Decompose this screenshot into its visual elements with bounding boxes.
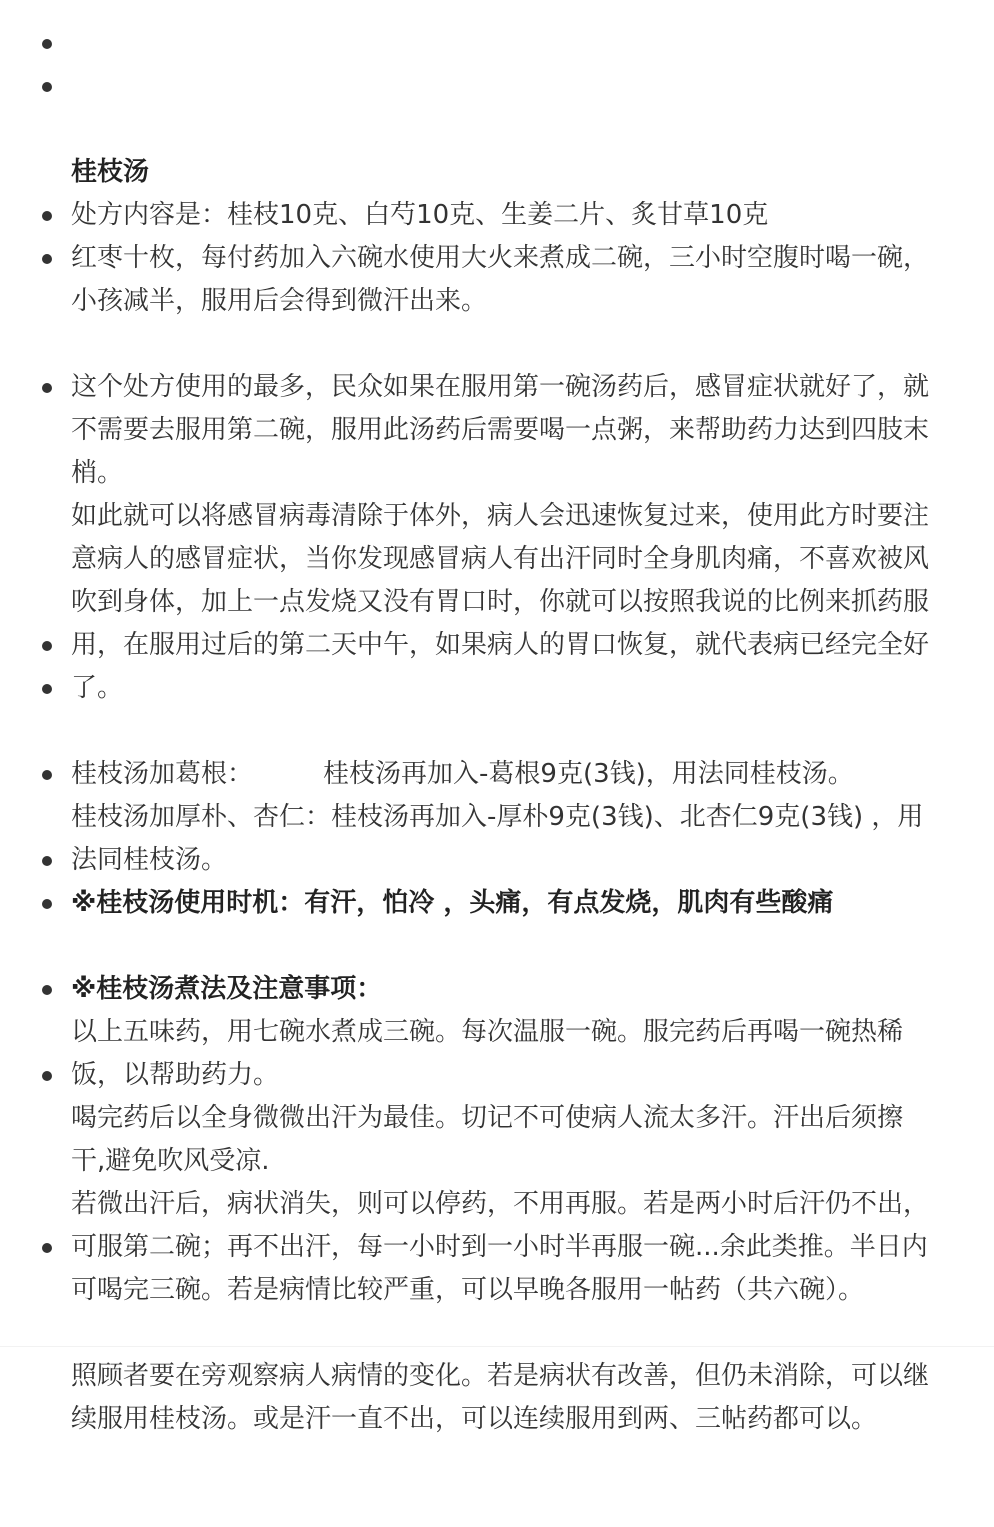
item-text: 若微出汗后，病状消失，则可以停药，不用再服。若是两小时后汗仍不出，可服第二碗；再不出汗，每一小时到一小时半再服一碗...余此类推。半日内可喝完三碗。若是病情比较严重，可以早晚各服用一帖药（共六碗）。 xyxy=(71,1189,930,1305)
bullet-icon xyxy=(42,684,52,694)
item-text: 这个处方使用的最多，民众如果在服用第一碗汤药后，感冒症状就好了，就不需要去服用第二碗，服用此汤药后需要喝一点粥，来帮助药力达到四肢末梢。 xyxy=(71,372,930,488)
item-text: ※桂枝汤煮法及注意事项： xyxy=(71,974,383,1004)
item-text: 照顾者要在旁观察病人病情的变化。若是病状有改善，但仍未消除，可以继续服用桂枝汤。或是汗一直不出，可以连续服用到两、三帖药都可以。 xyxy=(71,1361,930,1434)
item-text: 处方内容是：桂枝10克、白芍10克、生姜二片、炙甘草10克 红枣十枚，每付药加入六碗水使用大火来煮成二碗，三小时空腹时喝一碗，小孩减半，服用后会得到微汗出来。 xyxy=(71,200,930,316)
item-text: 桂枝汤 xyxy=(71,157,150,187)
list-item-preparation-step-4 xyxy=(71,1226,937,1527)
bullet-icon xyxy=(42,39,52,49)
item-text: 以上五味药，用七碗水煮成三碗。每次温服一碗。服完药后再喝一碗热稀饭，以帮助药力。 xyxy=(71,1017,904,1090)
bullet-icon xyxy=(42,856,52,866)
bullet-icon xyxy=(42,1243,52,1253)
bullet-icon xyxy=(42,211,52,221)
variant-description: 桂枝汤再加入-葛根9克(3钱)，用法同桂枝汤。 xyxy=(323,759,854,789)
bullet-icon xyxy=(42,641,52,651)
bullet-icon xyxy=(42,770,52,780)
bullet-icon xyxy=(42,899,52,909)
item-text: ※桂枝汤使用时机：有汗，怕冷 ，头痛，有点发烧，肌肉有些酸痛 xyxy=(71,888,834,918)
bottom-divider xyxy=(0,1346,994,1347)
item-text: 桂枝汤加厚朴、杏仁：桂枝汤再加入-厚朴9克(3钱)、北杏仁9克(3钱) ，用法同桂枝汤。 xyxy=(71,802,924,875)
bullet-icon xyxy=(42,1071,52,1081)
item-text: 如此就可以将感冒病毒清除于体外，病人会迅速恢复过来，使用此方时要注意病人的感冒症状，当你发现感冒病人有出汗同时全身肌肉痛，不喜欢被风吹到身体，加上一点发烧又没有胃口时，你就可以按照我说的比例来抓药服用，在服用过后的第二天中午，如果病人的胃口恢复，就代表病已经完全好了。 xyxy=(71,501,930,703)
variant-label: 桂枝汤加葛根： xyxy=(71,759,254,789)
item-text: 喝完药后以全身微微出汗为最佳。切记不可使病人流太多汗。汗出后须擦干,避免吹风受凉. xyxy=(71,1103,904,1176)
bullet-icon xyxy=(42,985,52,995)
bullet-icon xyxy=(42,254,52,264)
bullet-icon xyxy=(42,383,52,393)
bullet-icon xyxy=(42,82,52,92)
